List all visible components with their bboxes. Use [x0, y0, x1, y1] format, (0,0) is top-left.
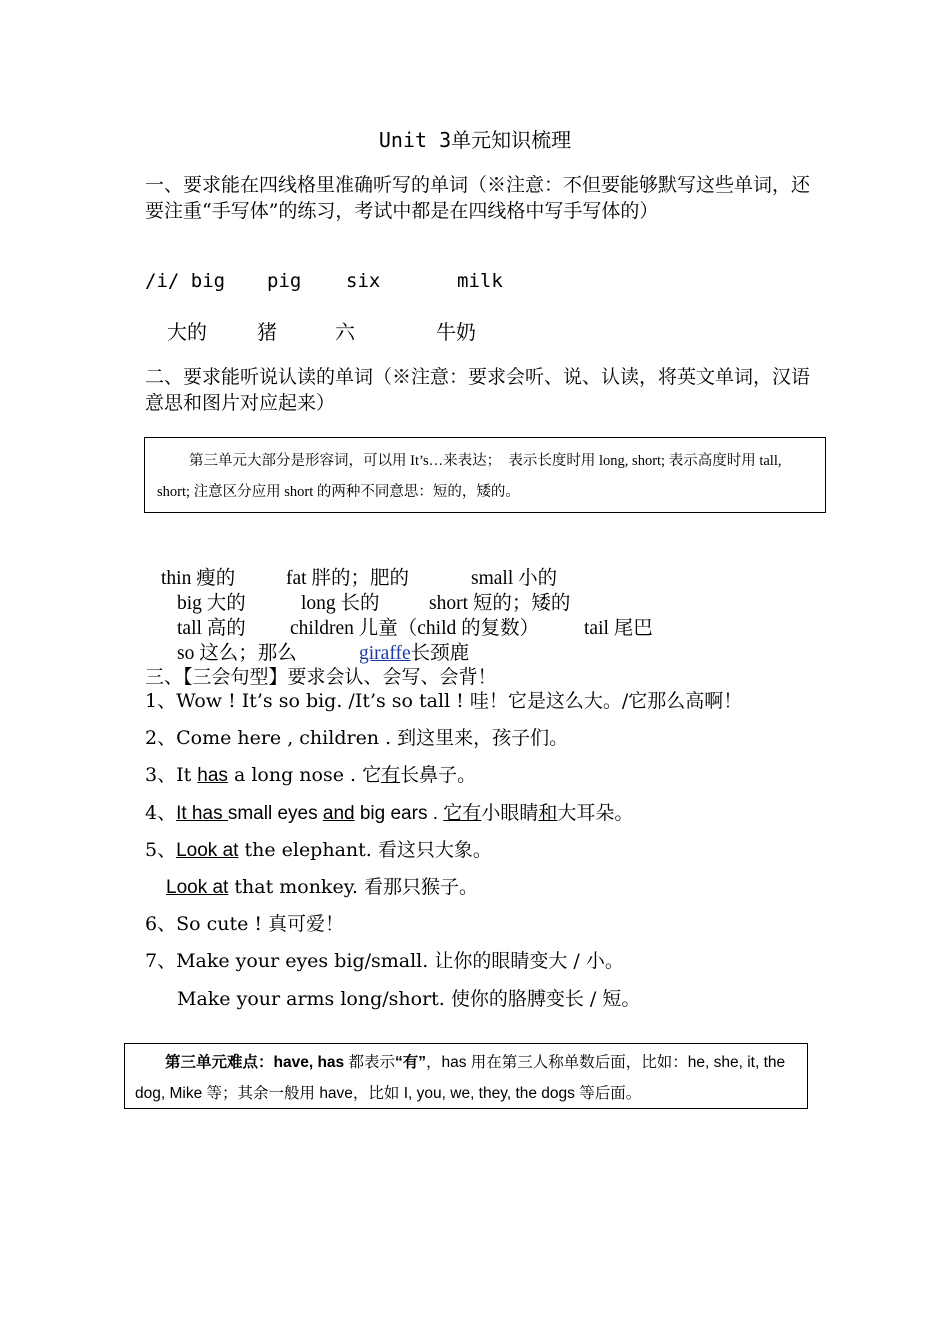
note-text: 第三单元大部分是形容词，可以用 It’s…来表达； 表示长度时用 long, short; 表示高度时用 tall, short; 注意区分应用 short 的两种不同意思：短的，矮的。 [157, 453, 782, 500]
vocab-so: so 这么；那么 [177, 643, 297, 664]
sentence-5: 5、Look at the elephant. 看这只大象。 [145, 839, 492, 861]
page-title: Unit 3单元知识梳理 [378, 128, 572, 152]
sentence-1: 1、Wow ! It’s so big. /It’s so tall ! 哇！它是这么大。/它那么高啊！ [145, 690, 743, 712]
sentence-6: 6、So cute ! 真可爱！ [145, 913, 345, 935]
vocab-giraffe[interactable] [359, 637, 469, 665]
difficulty-box [124, 1043, 808, 1109]
word-six-cn: 六 [335, 320, 355, 344]
sentence-5b: Look at that monkey. 看那只猴子。 [166, 876, 478, 898]
sentence-7b: Make your arms long/short. 使你的胳膊变长 / 短。 [177, 988, 641, 1010]
vocab-fat: fat 胖的；肥的 [286, 568, 409, 589]
word-pig: pig [267, 270, 302, 292]
sentence-2: 2、Come here , children . 到这里来，孩子们。 [145, 727, 569, 749]
word-milk: milk [457, 270, 503, 292]
word-milk-cn: 牛奶 [436, 320, 476, 344]
vocab-tall: tall 高的 [177, 618, 246, 639]
sentence-3: 3、It has a long nose . 它有长鼻子。 [145, 764, 477, 786]
vocab-thin: thin 瘦的 [161, 568, 236, 589]
sentence-7: 7、Make your eyes big/small. 让你的眼睛变大 / 小。 [145, 950, 624, 972]
vocab-children: children 儿童（child 的复数） [290, 618, 540, 639]
word-pig-cn: 猪 [257, 320, 277, 344]
note-box [144, 437, 826, 513]
word-big: /i/ big [145, 270, 226, 292]
vocab-big: big 大的 [177, 593, 246, 614]
word-six: six [346, 270, 381, 292]
difficulty-text: 第三单元难点：have, has 都表示“有”，has 用在第三人称单数后面，比如：he, she, it, the dog, Mike 等；其余一般用 have，比如 I, you, we, they, the dogs 等后面。 [135, 1054, 786, 1102]
giraffe-cn: 长颈鹿 [410, 643, 470, 664]
vocab-short: short 短的；矮的 [429, 593, 571, 614]
word-big-cn: 大的 [167, 320, 207, 344]
section3-heading: 三、【三会句型】要求会认、会写、会背！ [145, 666, 497, 688]
sentence-4: 4、It has small eyes and big ears . 它有小眼睛和大耳朵。 [145, 802, 634, 824]
vocab-long: long 长的 [301, 593, 380, 614]
vocab-small: small 小的 [471, 568, 558, 589]
giraffe-link[interactable]: giraffe [359, 643, 411, 664]
section2-heading: 二、要求能听说认读的单词（※注意：要求会听、说、认读，将英文单词，汉语意思和图片对应起来） [145, 366, 811, 414]
vocab-tail: tail 尾巴 [584, 618, 653, 639]
section1-heading: 一、要求能在四线格里准确听写的单词（※注意：不但要能够默写这些单词，还要注重“手写体”的练习，考试中都是在四线格中写手写体的） [145, 174, 811, 222]
